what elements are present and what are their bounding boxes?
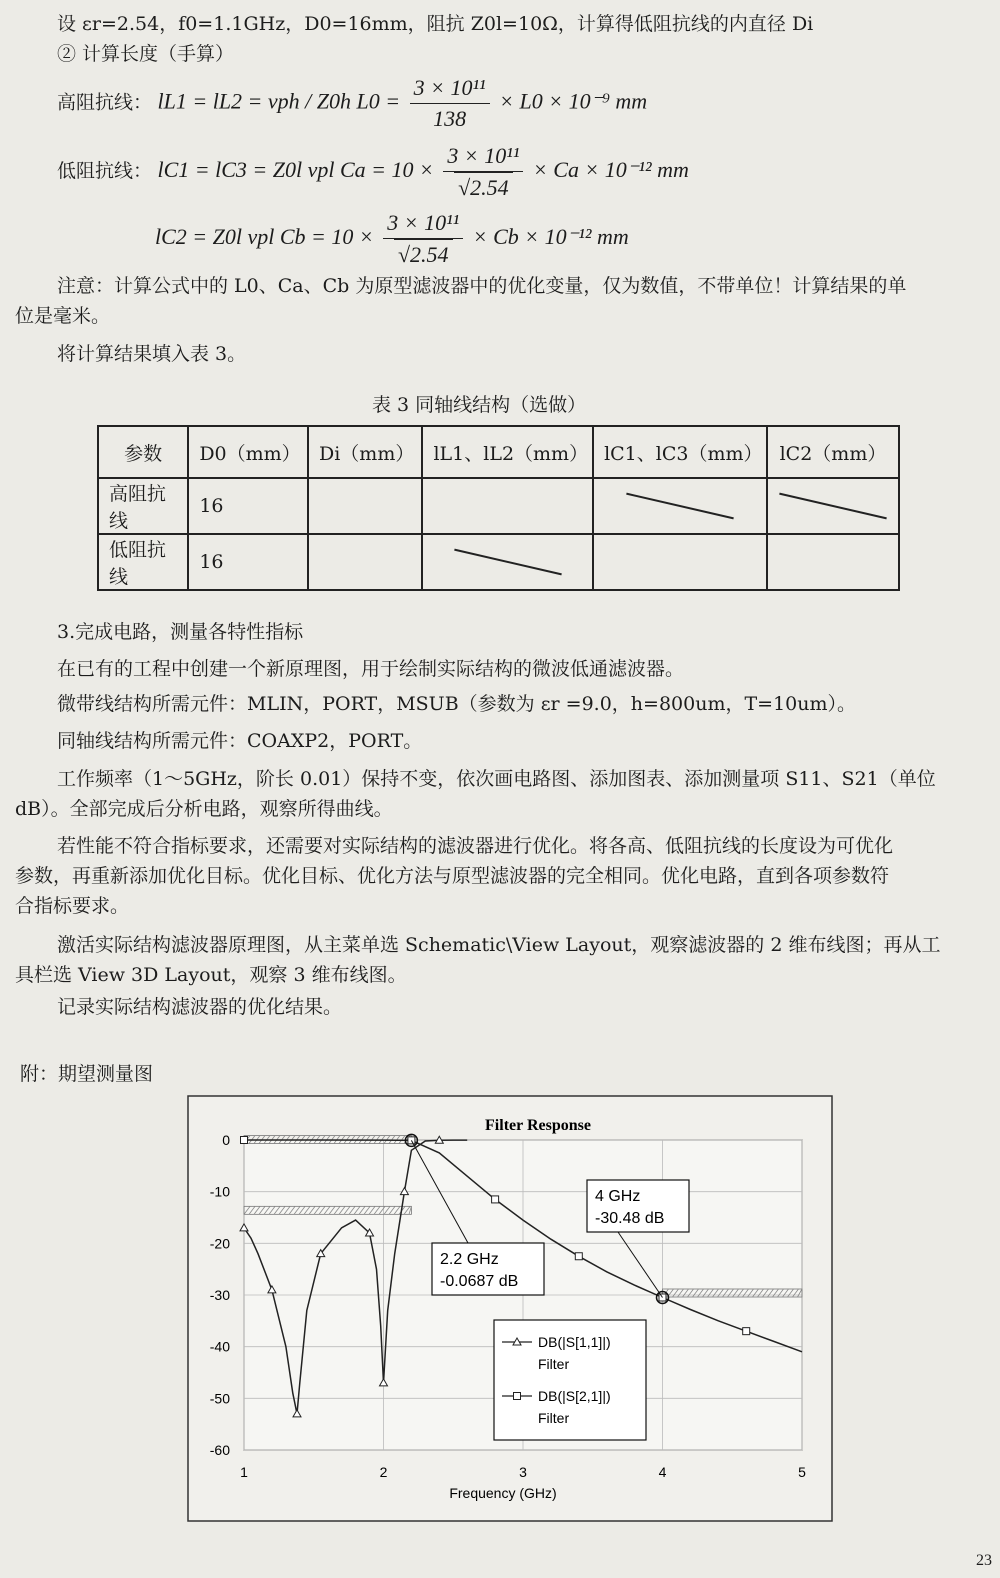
- numerator: 3 × 10¹¹: [383, 210, 463, 239]
- coax-structure-table: [97, 425, 900, 591]
- series-point-s21: [492, 1196, 499, 1203]
- marker-label-db: -0.0687 dB: [440, 1273, 519, 1290]
- x-tick-label: 2: [379, 1464, 388, 1480]
- chart-title: Filter Response: [485, 1117, 591, 1134]
- denominator: √2.54: [454, 172, 513, 201]
- formula-label-high: 高阻抗线：: [57, 91, 153, 114]
- y-tick-label: 0: [222, 1132, 230, 1148]
- row-label: 高阻抗线: [98, 478, 188, 534]
- legend-label: DB(|S[2,1]|): [538, 1388, 611, 1404]
- note-line-2: 位是毫米。: [15, 305, 111, 327]
- paragraph: 记录实际结构滤波器的优化结果。: [57, 996, 343, 1018]
- cell-ll-empty: [422, 534, 593, 590]
- table-row: [98, 534, 899, 590]
- table-header: D0（mm）: [188, 426, 308, 478]
- paragraph: 参数，再重新添加优化目标。优化目标、优化方法与原型滤波器的完全相同。优化电路，直到各项参数符: [15, 865, 890, 887]
- formula-rhs: × Cb × 10⁻¹² mm: [472, 224, 629, 250]
- diagonal-strike: [626, 493, 734, 520]
- cell-ll: [422, 478, 593, 534]
- table-header-row: [98, 426, 899, 478]
- section-heading: 3.完成电路，测量各特性指标: [57, 621, 304, 643]
- cell-lc2: [767, 534, 899, 590]
- table-caption: 表 3 同轴线结构（选做）: [372, 394, 587, 416]
- formula-low-impedance-c1: [57, 143, 689, 201]
- cell-d0: 16: [188, 534, 308, 590]
- fraction: [443, 143, 523, 201]
- formula-rhs: × Ca × 10⁻¹² mm: [532, 157, 689, 183]
- formula-low-impedance-c2: [155, 210, 629, 268]
- fill-table-text: 将计算结果填入表 3。: [57, 343, 247, 365]
- cell-di: [308, 478, 422, 534]
- cell-lc2-empty: [767, 478, 899, 534]
- formula-label-low: 低阻抗线：: [57, 160, 153, 183]
- table-header: lL1、lL2（mm）: [422, 426, 593, 478]
- numerator: 3 × 10¹¹: [410, 75, 490, 104]
- y-tick-label: -30: [209, 1287, 230, 1303]
- paragraph: 同轴线结构所需元件：COAXP2，PORT。: [57, 730, 423, 752]
- table-row: [98, 478, 899, 534]
- page-number: 23: [976, 1552, 992, 1569]
- cell-lc1: [593, 534, 767, 590]
- diagonal-strike: [779, 493, 887, 520]
- cell-d0: 16: [188, 478, 308, 534]
- x-tick-label: 1: [240, 1464, 248, 1480]
- paragraph: 激活实际结构滤波器原理图，从主菜单选 Schematic\View Layout，观察滤波器的 2 维布线图；再从工: [57, 934, 941, 956]
- y-tick-label: -10: [209, 1183, 230, 1200]
- marker-label-freq: 4 GHz: [595, 1188, 641, 1205]
- marker-label-db: -30.48 dB: [595, 1210, 665, 1227]
- denominator: 138: [433, 106, 467, 131]
- formula-lhs: lL1 = lL2 = vph / Z0h L0 =: [157, 88, 401, 114]
- table-header: lC2（mm）: [767, 426, 899, 478]
- legend-swatch-marker: [514, 1393, 521, 1400]
- paragraph: 工作频率（1～5GHz，阶长 0.01）保持不变，依次画电路图、添加图表、添加测量项 S11、S21（单位: [57, 768, 936, 790]
- table-header: lC1、lC3（mm）: [593, 426, 767, 478]
- paragraph: 若性能不符合指标要求，还需要对实际结构的滤波器进行优化。将各高、低阻抗线的长度设为可优化: [57, 835, 894, 857]
- series-point-s21: [241, 1137, 248, 1144]
- x-tick-label: 4: [658, 1464, 667, 1480]
- table-header: 参数: [98, 426, 188, 478]
- paragraph: 合指标要求。: [15, 895, 130, 917]
- cell-di: [308, 534, 422, 590]
- numerator: 3 × 10¹¹: [443, 143, 523, 172]
- marker-label-freq: 2.2 GHz: [440, 1251, 499, 1268]
- denominator: √2.54: [394, 239, 453, 268]
- fraction: [410, 75, 490, 132]
- cell-lc1-empty: [593, 478, 767, 534]
- fraction: [383, 210, 463, 268]
- paragraph: 具栏选 View 3D Layout，观察 3 维布线图。: [15, 964, 407, 986]
- formula-high-impedance: [57, 75, 647, 132]
- diagonal-strike: [454, 549, 562, 576]
- legend-label-sub: Filter: [538, 1356, 570, 1372]
- formula-lhs: lC1 = lC3 = Z0l vpl Ca = 10 ×: [157, 157, 434, 183]
- x-tick-label: 5: [798, 1464, 806, 1480]
- legend-label-sub: Filter: [538, 1410, 570, 1426]
- text-line-calc-length: ② 计算长度（手算）: [57, 43, 235, 65]
- y-tick-label: -50: [209, 1390, 230, 1407]
- text-line-params: 设 εr=2.54，f0=1.1GHz，D0=16mm，阻抗 Z0l=10Ω，计算得低阻抗线的内直径 Di: [57, 13, 814, 35]
- legend-label: DB(|S[1,1]|): [538, 1334, 611, 1350]
- row-label: 低阻抗线: [98, 534, 188, 590]
- y-tick-label: -40: [209, 1338, 230, 1355]
- series-point-s21: [575, 1253, 582, 1260]
- series-point-s21: [743, 1328, 750, 1335]
- table-header: Di（mm）: [308, 426, 422, 478]
- y-tick-label: -60: [209, 1442, 230, 1458]
- appendix-label: 附：期望测量图: [20, 1063, 154, 1085]
- filter-response-chart: [187, 1095, 837, 1525]
- y-tick-label: -20: [209, 1235, 230, 1252]
- formula-lhs: lC2 = Z0l vpl Cb = 10 ×: [155, 224, 374, 250]
- paragraph: 在已有的工程中创建一个新原理图，用于绘制实际结构的微波低通滤波器。: [57, 658, 685, 680]
- formula-rhs: × L0 × 10⁻⁹ mm: [499, 88, 648, 114]
- x-axis-label: Frequency (GHz): [449, 1485, 557, 1501]
- x-tick-label: 3: [519, 1464, 527, 1480]
- note-line-1: 注意：计算公式中的 L0、Ca、Cb 为原型滤波器中的优化变量，仅为数值，不带单位！计算结果的单: [57, 275, 907, 297]
- paragraph: dB）。全部完成后分析电路，观察所得曲线。: [15, 798, 393, 820]
- paragraph: 微带线结构所需元件：MLIN，PORT，MSUB（参数为 εr =9.0，h=800um，T=10um）。: [57, 693, 856, 715]
